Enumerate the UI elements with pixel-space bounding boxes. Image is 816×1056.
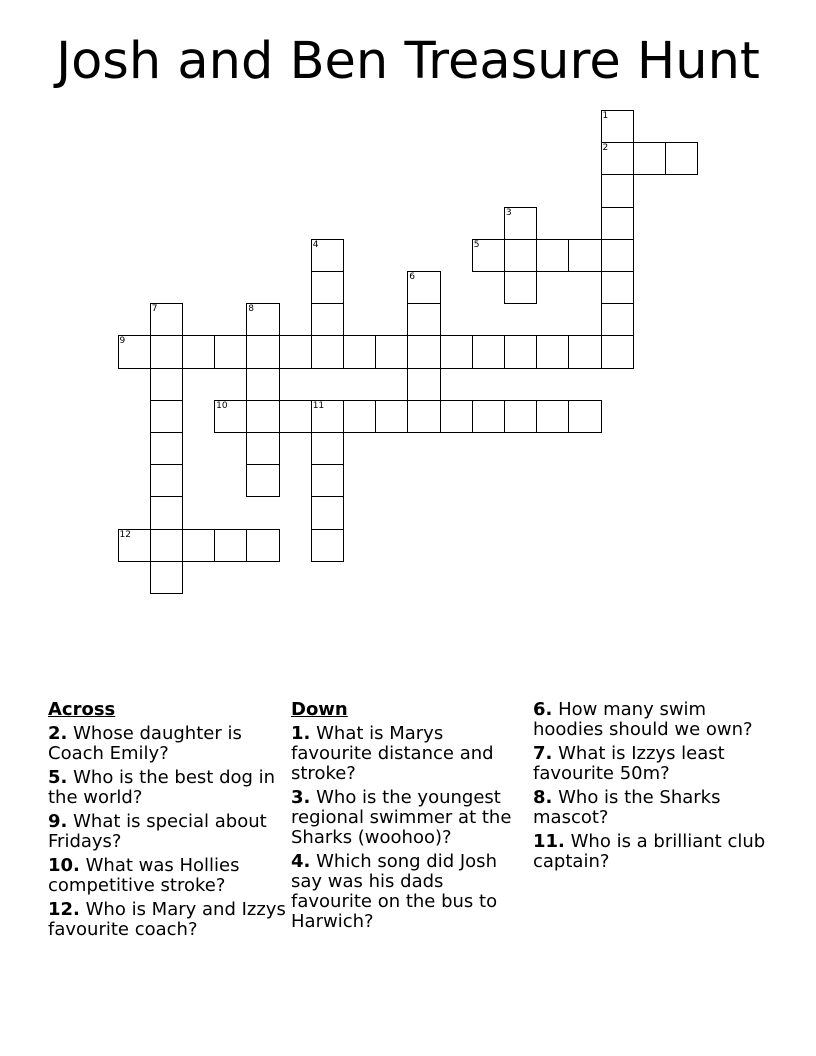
grid-cell[interactable]	[665, 142, 698, 175]
grid-cell[interactable]	[246, 464, 279, 497]
clue-across-9	[48, 812, 286, 852]
clues-column-3	[533, 700, 771, 876]
grid-cell[interactable]	[150, 335, 183, 368]
clue-number: 5.	[48, 767, 68, 788]
grid-cell[interactable]	[472, 335, 505, 368]
clue-number: 3.	[291, 787, 311, 808]
grid-cell[interactable]	[311, 335, 344, 368]
grid-cell[interactable]	[214, 335, 247, 368]
grid-cell[interactable]	[343, 400, 376, 433]
clue-down-4	[291, 852, 529, 932]
grid-cell[interactable]	[601, 174, 634, 207]
grid-cell[interactable]	[440, 335, 473, 368]
grid-cell[interactable]	[311, 239, 344, 272]
grid-cell[interactable]	[246, 303, 279, 336]
grid-cell[interactable]	[150, 400, 183, 433]
grid-cell[interactable]	[504, 207, 537, 240]
grid-cell[interactable]	[601, 303, 634, 336]
grid-cell[interactable]	[214, 529, 247, 562]
clue-text: What was Hollies competitive stroke?	[48, 855, 240, 896]
clue-number-label: 10	[216, 400, 228, 411]
clue-text: Who is the best dog in the world?	[48, 767, 276, 808]
puzzle-title: Josh and Ben Treasure Hunt	[56, 32, 760, 91]
grid-cell[interactable]	[246, 432, 279, 465]
clue-number: 1.	[291, 723, 311, 744]
grid-cell[interactable]	[504, 335, 537, 368]
clue-text: What is Izzys least favourite 50m?	[533, 743, 725, 784]
clue-number: 12.	[48, 899, 80, 920]
grid-cell[interactable]	[311, 303, 344, 336]
grid-cell[interactable]	[182, 529, 215, 562]
clue-number: 8.	[533, 787, 553, 808]
grid-cell[interactable]	[407, 271, 440, 304]
clue-number: 4.	[291, 851, 311, 872]
clue-down-6	[533, 700, 771, 740]
grid-cell[interactable]	[150, 529, 183, 562]
clue-text: Who is the youngest regional swimmer at the Sharks (woohoo)?	[291, 787, 512, 848]
grid-cell[interactable]	[407, 303, 440, 336]
grid-cell[interactable]	[214, 400, 247, 433]
across-heading: Across	[48, 699, 116, 720]
grid-cell[interactable]	[601, 335, 634, 368]
clue-number-label: 6	[409, 272, 416, 282]
clue-down-11	[533, 832, 771, 872]
grid-cell[interactable]	[150, 432, 183, 465]
clue-across-2	[48, 724, 286, 764]
grid-cell[interactable]	[375, 400, 408, 433]
grid-cell[interactable]	[601, 207, 634, 240]
clue-text: How many swim hoodies should we own?	[533, 699, 753, 740]
clue-number-label: 4	[312, 239, 319, 250]
grid-cell[interactable]	[150, 496, 183, 529]
down-heading: Down	[291, 699, 348, 720]
clue-down-3	[291, 788, 529, 848]
grid-cell[interactable]	[472, 239, 505, 272]
clue-across-10	[48, 856, 286, 896]
grid-cell[interactable]	[279, 335, 312, 368]
clue-number-label: 12	[119, 529, 131, 540]
clue-down-8	[533, 788, 771, 828]
grid-cell[interactable]	[311, 529, 344, 562]
grid-cell[interactable]	[407, 368, 440, 401]
grid-cell[interactable]	[601, 110, 634, 143]
grid-cell[interactable]	[246, 368, 279, 401]
grid-cell[interactable]	[311, 432, 344, 465]
clue-text: Which song did Josh say was his dads favourite on the bus to Harwich?	[291, 851, 498, 932]
grid-cell[interactable]	[150, 368, 183, 401]
clue-text: What is Marys favourite distance and stroke?	[291, 723, 494, 784]
clue-number: 6.	[533, 699, 553, 720]
grid-cell[interactable]	[150, 561, 183, 594]
grid-cell[interactable]	[568, 400, 601, 433]
grid-cell[interactable]	[407, 400, 440, 433]
clue-number-label: 3	[505, 207, 512, 218]
grid-cell[interactable]	[311, 400, 344, 433]
grid-cell[interactable]	[407, 335, 440, 368]
clues-column-1	[48, 700, 286, 944]
grid-cell[interactable]	[504, 239, 537, 272]
clue-number-label: 5	[473, 239, 480, 250]
grid-cell[interactable]	[568, 335, 601, 368]
clue-number-label: 7	[151, 304, 158, 315]
grid-cell[interactable]	[246, 529, 279, 562]
grid-cell[interactable]	[568, 239, 601, 272]
clue-down-1	[291, 724, 529, 784]
clues-column-2	[291, 700, 529, 936]
grid-cell[interactable]	[472, 400, 505, 433]
grid-cell[interactable]	[440, 400, 473, 433]
grid-cell[interactable]	[246, 400, 279, 433]
grid-cell[interactable]	[118, 529, 151, 562]
clue-text: What is special about Fridays?	[48, 811, 267, 852]
clue-number: 7.	[533, 743, 553, 764]
clue-across-12	[48, 900, 286, 940]
grid-cell[interactable]	[182, 335, 215, 368]
grid-cell[interactable]	[311, 271, 344, 304]
clue-number-label: 9	[119, 336, 126, 347]
grid-cell[interactable]	[504, 400, 537, 433]
grid-cell[interactable]	[246, 335, 279, 368]
clue-across-5	[48, 768, 286, 808]
clue-number: 9.	[48, 811, 68, 832]
clue-text: Whose daughter is Coach Emily?	[48, 723, 242, 764]
grid-cell[interactable]	[118, 335, 151, 368]
grid-cell[interactable]	[633, 142, 666, 175]
clue-number-label: 8	[248, 304, 255, 315]
grid-cell[interactable]	[343, 335, 376, 368]
grid-cell[interactable]	[279, 400, 312, 433]
grid-cell[interactable]	[311, 496, 344, 529]
grid-cell[interactable]	[375, 335, 408, 368]
clue-number-label: 2	[602, 143, 609, 154]
grid-cell[interactable]	[601, 142, 634, 175]
clue-number: 11.	[533, 831, 565, 852]
clue-number: 2.	[48, 723, 68, 744]
grid-cell[interactable]	[311, 464, 344, 497]
clue-number: 10.	[48, 855, 80, 876]
grid-cell[interactable]	[601, 271, 634, 304]
clue-text: Who is the Sharks mascot?	[533, 787, 721, 828]
clue-number-label: 11	[312, 400, 325, 411]
grid-cell[interactable]	[150, 303, 183, 336]
grid-cell[interactable]	[504, 271, 537, 304]
grid-cell[interactable]	[536, 239, 569, 272]
grid-cell[interactable]	[601, 239, 634, 272]
clue-number-label: 1	[602, 111, 609, 121]
grid-cell[interactable]	[536, 400, 569, 433]
clue-down-7	[533, 744, 771, 784]
clue-text: Who is a brilliant club captain?	[533, 831, 766, 872]
grid-cell[interactable]	[536, 335, 569, 368]
clue-text: Who is Mary and Izzys favourite coach?	[48, 899, 286, 940]
grid-cell[interactable]	[150, 464, 183, 497]
